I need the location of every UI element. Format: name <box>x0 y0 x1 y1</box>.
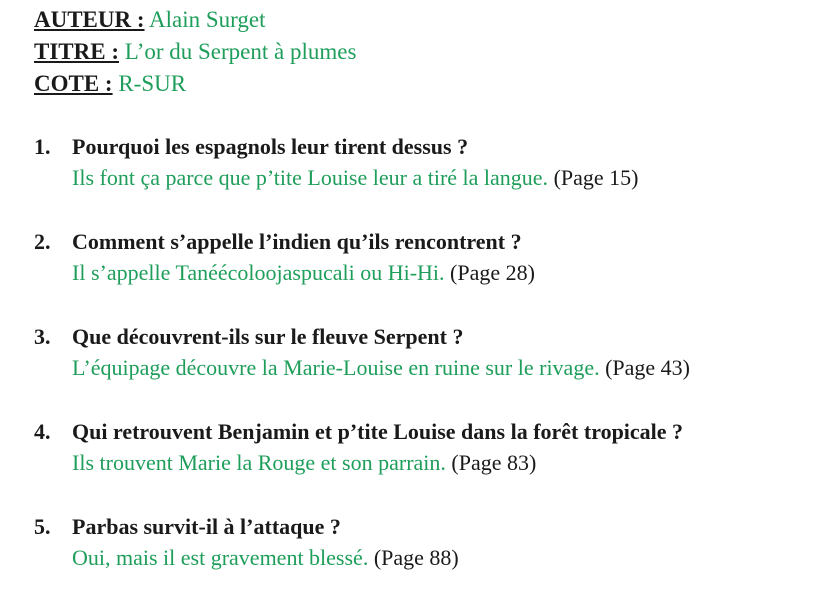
answer-text: Ils font ça parce que p’tite Louise leur a tiré la langue. <box>72 165 549 190</box>
page-reference: (Page 83) <box>451 450 537 475</box>
question-item-1 <box>34 131 814 226</box>
author-line <box>34 4 814 36</box>
question-item-4 <box>34 416 814 511</box>
question-text: Pourquoi les espagnols leur tirent dessus ? <box>72 134 469 159</box>
cote-label: COTE : <box>34 71 113 96</box>
answer-text: Il s’appelle Tanéécoloojaspucali ou Hi-Hi. <box>72 260 445 285</box>
page-reference: (Page 43) <box>605 355 691 380</box>
question-number: 4. <box>34 419 51 444</box>
page-reference: (Page 28) <box>450 260 535 285</box>
question-number: 1. <box>34 134 51 159</box>
title-line <box>34 36 814 68</box>
title-value: L’or du Serpent à plumes <box>124 39 357 64</box>
author-label: AUTEUR : <box>34 7 145 32</box>
question-text: Parbas survit-il à l’attaque ? <box>72 514 341 539</box>
author-value: Alain Surget <box>149 7 266 32</box>
title-label: TITRE : <box>34 39 119 64</box>
page-reference: (Page 15) <box>553 165 639 190</box>
answer-text: Ils trouvent Marie la Rouge et son parrain. <box>72 450 446 475</box>
document-page <box>34 4 814 570</box>
cote-value: R-SUR <box>118 71 187 96</box>
question-item-2 <box>34 226 814 321</box>
question-item-3 <box>34 321 814 416</box>
answer-text: L’équipage découvre la Marie-Louise en ruine sur le rivage. <box>72 355 600 380</box>
question-list <box>34 131 814 606</box>
question-text: Qui retrouvent Benjamin et p’tite Louise dans la forêt tropicale ? <box>72 419 684 444</box>
question-text: Comment s’appelle l’indien qu’ils rencontrent ? <box>72 229 522 254</box>
answer-text: Oui, mais il est gravement blessé. <box>72 545 369 570</box>
question-text: Que découvrent-ils sur le fleuve Serpent ? <box>72 324 464 349</box>
question-number: 3. <box>34 324 51 349</box>
page-reference: (Page 88) <box>373 545 459 570</box>
question-number: 2. <box>34 229 51 254</box>
question-number: 5. <box>34 514 51 539</box>
question-item-5 <box>34 511 814 606</box>
cote-line <box>34 68 814 100</box>
